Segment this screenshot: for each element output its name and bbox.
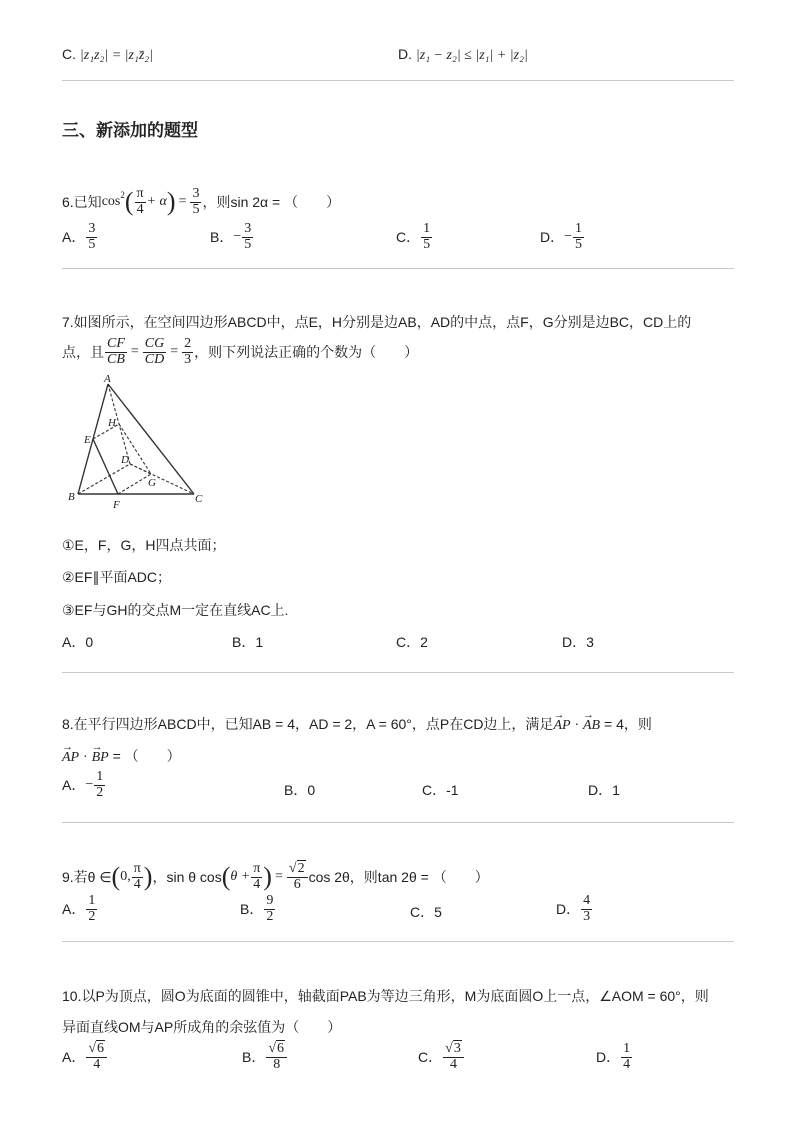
edge-bd xyxy=(78,464,130,494)
dot-operator: · xyxy=(83,750,88,765)
q7-statement-1: ①E，F，G，H四点共面； xyxy=(62,537,226,553)
option-label: D． xyxy=(540,229,565,246)
q8-option-d[interactable] xyxy=(588,780,620,800)
label-a: A xyxy=(104,373,111,385)
frac-num: CF xyxy=(107,335,125,351)
frac-num: 1 xyxy=(575,221,583,236)
q6-tail: ，则sin 2α = （ ） xyxy=(202,194,341,210)
q6-eq: = xyxy=(178,194,187,209)
option-label: C． xyxy=(418,1049,443,1066)
q7-option-c[interactable]: C．2 xyxy=(396,634,428,650)
frac-num: 2 xyxy=(184,335,192,351)
q10-option-b[interactable] xyxy=(242,1042,288,1072)
paren-left: ( xyxy=(124,187,134,216)
tetrahedron-figure xyxy=(66,372,216,512)
vector-bp: → BP xyxy=(92,750,109,766)
q6-plus-alpha: + α xyxy=(146,194,167,209)
q8-tail: = （ ） xyxy=(112,748,181,764)
label-b: B xyxy=(68,491,75,503)
option-label: B． xyxy=(242,1049,266,1066)
frac-num: π xyxy=(136,185,144,201)
option-math: |z₁z₂| = |z₁z̄₂| xyxy=(79,48,153,63)
frac-num: 9 xyxy=(266,893,274,908)
q9-option-b[interactable] xyxy=(240,894,276,924)
q7-post: ，则下列说法正确的个数为（ ） xyxy=(194,344,419,360)
option-frac xyxy=(86,222,97,252)
frac-den: 5 xyxy=(575,236,583,252)
q9-prefix: 9.若θ ∈ xyxy=(62,869,112,885)
segment-ef xyxy=(93,439,118,494)
frac-den: 6 xyxy=(293,876,301,892)
option-frac xyxy=(573,222,584,252)
question-6 xyxy=(62,184,340,220)
q6-exp: 2 xyxy=(120,190,125,200)
frac-den: 5 xyxy=(88,236,96,252)
q9-option-a[interactable] xyxy=(62,894,98,924)
frac-num: 3 xyxy=(192,185,200,201)
frac-num xyxy=(287,862,308,878)
frac-den: CD xyxy=(144,351,165,367)
divider xyxy=(62,822,734,823)
frac-num: π xyxy=(253,860,261,876)
frac-den: 4 xyxy=(133,876,141,892)
frac-den: 2 xyxy=(96,784,104,800)
prev-option-c xyxy=(62,46,153,64)
q6-frac-pi4 xyxy=(135,187,146,217)
q6-option-c[interactable] xyxy=(396,222,433,252)
frac-num: CG xyxy=(144,335,165,351)
q6-option-a[interactable] xyxy=(62,222,98,252)
option-frac xyxy=(242,222,253,252)
q9-frac-pi4 xyxy=(132,862,143,892)
eq-sign: = xyxy=(130,344,139,359)
option-label: B． xyxy=(210,229,234,246)
q7-option-b[interactable]: B．1 xyxy=(232,634,264,650)
frac-num: 1 xyxy=(423,221,431,236)
label-e: E xyxy=(84,434,91,446)
option-frac xyxy=(581,894,592,924)
q8-option-a[interactable] xyxy=(62,770,106,800)
q9-mid: ，sin θ cos xyxy=(152,869,222,885)
label-g: G xyxy=(148,477,156,489)
paren-left: ( xyxy=(111,862,121,891)
option-value: 0 xyxy=(307,782,316,798)
label-c: C xyxy=(195,493,203,505)
q9-theta-plus: θ + xyxy=(230,869,251,884)
q10-line2: 异面直线OM与AP所成角的余弦值为（ ） xyxy=(62,1019,342,1035)
frac-den: 3 xyxy=(583,908,591,924)
sqrt-sign: √6 xyxy=(268,1041,285,1056)
option-label: C． xyxy=(422,782,447,798)
option-sign: − xyxy=(85,777,94,793)
label-h: H xyxy=(108,417,116,429)
option-value: 5 xyxy=(434,904,442,920)
option-label: A． xyxy=(62,229,86,246)
option-label: D. xyxy=(398,46,412,62)
vector-ab: → AB xyxy=(583,718,600,734)
divider xyxy=(62,268,734,269)
frac-den: 2 xyxy=(88,908,96,924)
frac-den: CB xyxy=(107,351,125,367)
q7-option-d[interactable]: D．3 xyxy=(562,634,594,650)
option-label: D． xyxy=(556,901,581,918)
divider xyxy=(62,80,734,81)
frac-den: 8 xyxy=(273,1056,281,1072)
divider xyxy=(62,941,734,942)
q8-text: 8.在平行四边形ABCD中，已知AB = 4，AD = 2，A = 60°，点P在CD边上，满足 xyxy=(62,716,554,732)
q8-eq4: = 4，则 xyxy=(604,716,652,732)
q9-option-c[interactable] xyxy=(410,902,442,922)
frac-num: 1 xyxy=(623,1041,631,1056)
q7-line2 xyxy=(62,334,418,370)
q8-line1 xyxy=(62,714,652,734)
option-label: C． xyxy=(396,229,421,246)
option-frac xyxy=(264,894,275,924)
radicand: 6 xyxy=(97,1041,105,1056)
question-9 xyxy=(62,858,489,896)
q6-cos: cos xyxy=(101,194,121,209)
vector-ap: → AP xyxy=(62,750,79,766)
frac-den: 4 xyxy=(253,876,261,892)
q7-pre: 点，且 xyxy=(62,344,104,360)
option-label: D． xyxy=(596,1049,621,1066)
q10-line1: 10.以P为顶点，圆O为底面的圆锥中，轴截面PAB为等边三角形，M为底面圆O上一点，∠AOM = 60°，则 xyxy=(62,988,709,1004)
segment-fg xyxy=(118,474,151,494)
option-sign: − xyxy=(233,229,242,245)
option-frac xyxy=(86,1042,107,1072)
frac-num: 1 xyxy=(96,769,104,784)
frac-num xyxy=(266,1042,287,1058)
q10-option-d[interactable] xyxy=(596,1042,633,1072)
q6-frac-35 xyxy=(190,187,201,217)
section-title: 三、新添加的题型 xyxy=(62,121,198,141)
sqrt-sign: √3 xyxy=(445,1041,461,1056)
frac-num xyxy=(86,1042,107,1058)
option-label: A． xyxy=(62,777,86,794)
frac-num: 4 xyxy=(583,893,591,908)
frac-num: 3 xyxy=(88,221,96,236)
q9-frac-pi4b xyxy=(251,862,262,892)
option-label: A． xyxy=(62,1049,86,1066)
segment-dg xyxy=(130,464,151,474)
paren-left: ( xyxy=(221,862,231,891)
option-frac xyxy=(266,1042,287,1072)
frac-num: 3 xyxy=(244,221,252,236)
paren-right: ) xyxy=(263,862,272,891)
q10-option-a[interactable] xyxy=(62,1042,108,1072)
frac-den: 4 xyxy=(623,1056,631,1072)
frac-den: 4 xyxy=(136,201,144,217)
option-frac xyxy=(421,222,432,252)
sqrt-sign: √6 xyxy=(88,1041,105,1056)
q9-frac-sqrt2-6 xyxy=(287,862,308,892)
q9-option-d[interactable] xyxy=(556,894,593,924)
frac-den: 5 xyxy=(192,201,200,217)
q7-frac-cg-cd xyxy=(143,337,166,367)
q7-statement-2: ②EF∥平面ADC； xyxy=(62,569,171,585)
option-frac xyxy=(443,1042,464,1072)
radicand: 2 xyxy=(297,860,305,876)
q7-option-a[interactable]: A．0 xyxy=(62,634,94,650)
frac-num: π xyxy=(133,860,141,876)
option-value: -1 xyxy=(446,782,459,798)
divider xyxy=(62,672,734,673)
frac-num xyxy=(443,1042,464,1058)
option-frac xyxy=(621,1042,632,1072)
option-label: C． xyxy=(410,904,435,920)
paren-right: ) xyxy=(166,187,176,216)
option-sign: − xyxy=(564,229,573,245)
q7-frac-23 xyxy=(182,337,193,367)
option-frac xyxy=(94,770,105,800)
option-math: |z₁ − z₂| ≤ |z₁| + |z₂| xyxy=(415,48,528,63)
q9-tail: cos 2θ，则tan 2θ = （ ） xyxy=(308,869,489,885)
radicand: 6 xyxy=(277,1041,285,1056)
dot-operator: · xyxy=(574,718,580,733)
option-label: A． xyxy=(62,901,86,918)
option-label: C. xyxy=(62,46,76,62)
label-d: D xyxy=(121,454,129,466)
q8-option-c[interactable] xyxy=(422,780,459,800)
q7-line1: 7.如图所示，在空间四边形ABCD中，点E，H分别是边AB，AD的中点，点F，G分别是边BC，CD上的 xyxy=(62,314,692,330)
frac-den: 5 xyxy=(423,236,431,252)
q9-eq: = xyxy=(274,869,283,884)
eq-sign: = xyxy=(170,344,179,359)
frac-den: 2 xyxy=(266,908,274,924)
q8-option-b[interactable] xyxy=(284,780,315,800)
q8-line2 xyxy=(62,746,181,766)
sqrt-sign: √2 xyxy=(288,860,305,876)
option-label: B． xyxy=(284,782,308,798)
frac-den: 4 xyxy=(449,1056,457,1072)
frac-den: 3 xyxy=(184,351,192,367)
q6-prefix: 6.已知 xyxy=(62,194,102,210)
vector-ap: → AP xyxy=(553,718,570,734)
frac-den: 5 xyxy=(244,236,252,252)
frac-num: 1 xyxy=(88,893,96,908)
paren-right: ) xyxy=(143,862,153,891)
q7-statement-3: ③EF与GH的交点M一定在直线AC上. xyxy=(62,602,289,618)
prev-option-d xyxy=(398,46,528,64)
frac-den: 4 xyxy=(93,1056,101,1072)
label-f: F xyxy=(113,499,120,511)
q6-option-d[interactable] xyxy=(540,222,585,252)
q9-zero: 0, xyxy=(120,869,131,884)
radicand: 3 xyxy=(453,1041,461,1056)
option-label: D． xyxy=(588,782,613,798)
q10-option-c[interactable] xyxy=(418,1042,465,1072)
option-frac xyxy=(86,894,97,924)
q6-option-b[interactable] xyxy=(210,222,254,252)
option-value: 1 xyxy=(612,782,620,798)
q7-frac-cf-cb xyxy=(105,337,127,367)
option-label: B． xyxy=(240,901,264,918)
